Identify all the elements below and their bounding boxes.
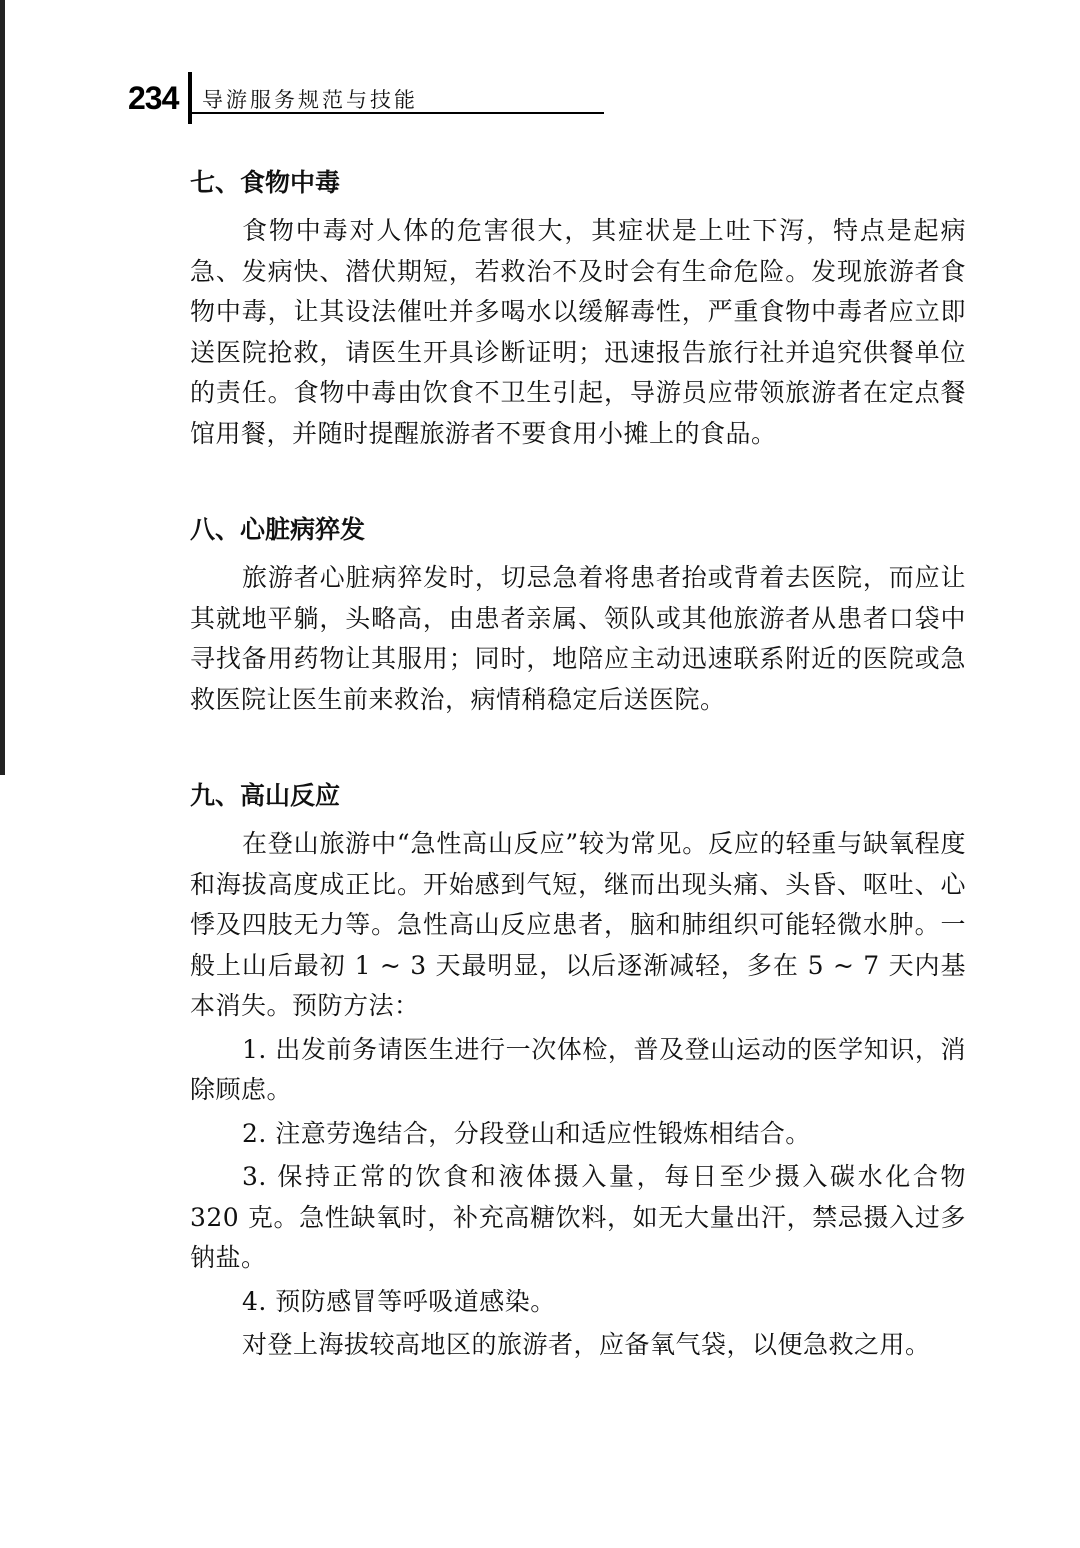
paragraph: 食物中毒对人体的危害很大，其症状是上吐下泻，特点是起病急、发病快、潜伏期短，若救治不及时会有生命危险。发现旅游者食物中毒，让其设法催吐并多喝水以缓解毒性，严重食物中毒者应立即送医院抢救，请医生开具诊断证明；迅速报告旅行社并追究供餐单位的责任。食物中毒由饮食不卫生引起，导游员应带领旅游者在定点餐馆用餐，并随时提醒旅游者不要食用小摊上的食品。 xyxy=(190,216,966,448)
paragraph: 在登山旅游中“急性高山反应”较为常见。反应的轻重与缺氧程度和海拔高度成正比。开始感到气短，继而出现头痛、头昏、呕吐、心悸及四肢无力等。急性高山反应患者，脑和肺组织可能轻微水肿。一般上山后最初 1 ~ 3 天最明显，以后逐渐减轻，多在 5 ~ 7 天内基本消失。预防方法： xyxy=(190,829,966,1020)
section-food-poisoning xyxy=(190,163,966,454)
page-number: 234 xyxy=(128,80,179,116)
list-item: 3. 保持正常的饮食和液体摄入量，每日至少摄入碳水化合物 320 克。急性缺氧时，补充高糖饮料，如无大量出汗，禁忌摄入过多钠盐。 xyxy=(190,1162,966,1272)
section-heading: 九、高山反应 xyxy=(190,781,341,810)
header-divider-bar xyxy=(188,72,192,124)
running-title: 导游服务规范与技能 xyxy=(202,88,418,112)
header-rule xyxy=(190,112,604,114)
section-heading: 七、食物中毒 xyxy=(190,168,341,197)
list-item: 4. 预防感冒等呼吸道感染。 xyxy=(242,1286,556,1316)
section-heading: 八、心脏病猝发 xyxy=(190,515,366,544)
scan-edge-line xyxy=(0,0,5,775)
paragraph: 旅游者心脏病猝发时，切忌急着将患者抬或背着去医院，而应让其就地平躺，头略高，由患者亲属、领队或其他旅游者从患者口袋中寻找备用药物让其服用；同时，地陪应主动迅速联系附近的医院或急救医院让医生前来救治，病情稍稳定后送医院。 xyxy=(190,563,966,714)
section-altitude-sickness xyxy=(190,776,966,1366)
section-heart-attack xyxy=(190,510,966,720)
list-item: 1. 出发前务请医生进行一次体检，普及登山运动的医学知识，消除顾虑。 xyxy=(190,1034,966,1104)
list-item: 2. 注意劳逸结合，分段登山和适应性锻炼相结合。 xyxy=(242,1118,811,1148)
closing-paragraph: 对登上海拔较高地区的旅游者，应备氧气袋，以便急救之用。 xyxy=(242,1330,931,1359)
page-body xyxy=(190,163,966,1366)
